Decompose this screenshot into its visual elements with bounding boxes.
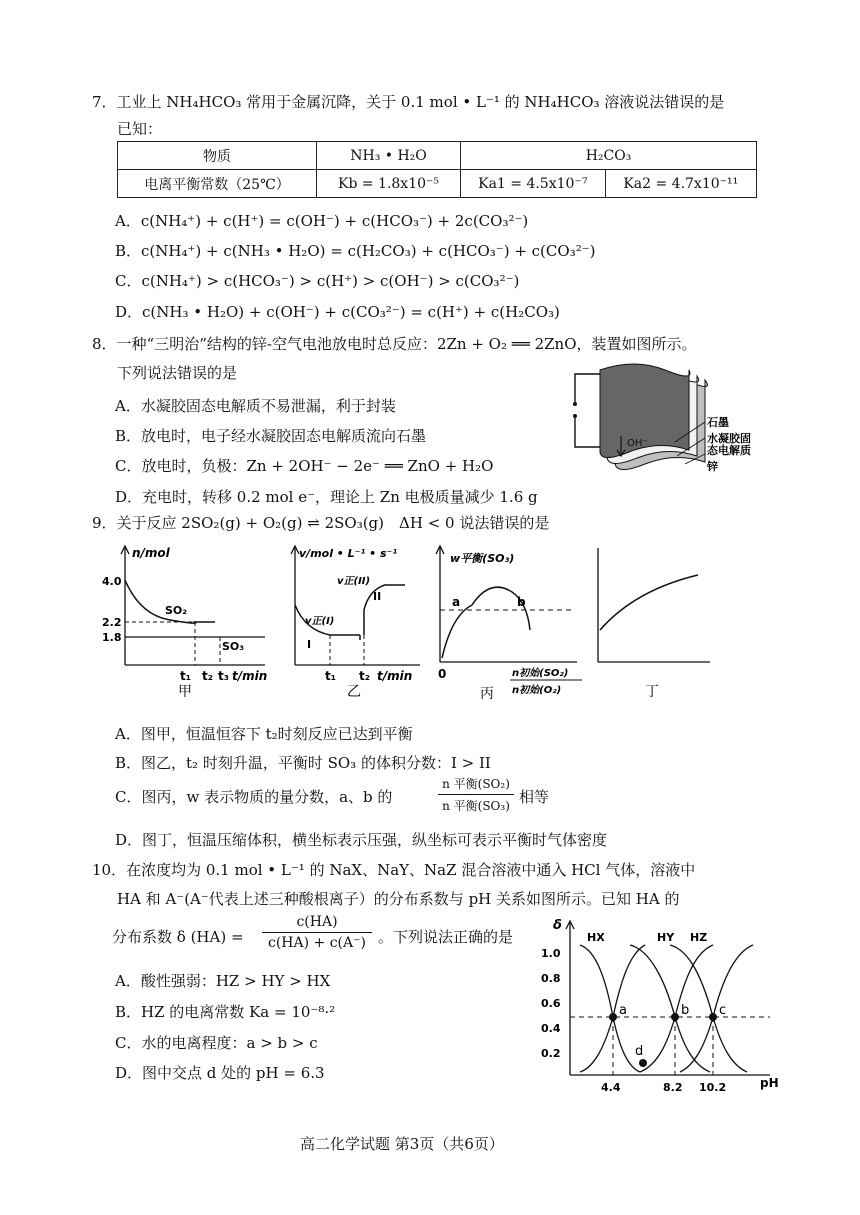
- fig10-xtick-2: 8.2: [663, 1081, 683, 1094]
- yi-xlabel: t/min: [377, 669, 413, 683]
- jia-xtick-1: t₁: [180, 669, 191, 683]
- fig10-xtick-1: 4.4: [601, 1081, 621, 1094]
- yi-caption: 乙: [347, 684, 361, 700]
- label-gel-2: 态电解质: [707, 444, 751, 457]
- label-gel-1: 水凝胶固: [707, 432, 751, 445]
- q9-fraction: [438, 775, 514, 814]
- page-footer: 高二化学试题 第3页（共6页）: [300, 1135, 504, 1153]
- fig10-curve-hz: HZ: [690, 931, 708, 944]
- bing-xnum: n初始(SO₂): [512, 668, 569, 679]
- label-graphite: 石墨: [707, 416, 729, 429]
- graph-ding: [590, 540, 720, 700]
- graph-yi: [285, 540, 425, 700]
- fig10-xlabel: pH: [760, 1076, 779, 1090]
- bing-a-label: a: [452, 595, 461, 609]
- yi-I-label: I: [307, 638, 312, 651]
- q7-option-b: B．c(NH₄⁺) + c(NH₃ • H₂O) = c(H₂CO₃) + c(HCO₃⁻) + c(CO₃²⁻): [115, 242, 596, 260]
- q10-option-d: D．图中交点 d 处的 pH = 6.3: [115, 1064, 325, 1082]
- table-header-nh3: NH₃ • H₂O: [317, 142, 461, 170]
- jia-xtick-3: t₃: [218, 669, 229, 683]
- distribution-figure: [535, 915, 795, 1100]
- fig10-ytick-4: 0.4: [541, 1022, 561, 1035]
- label-oh: OH⁻: [627, 438, 648, 449]
- jia-ytick-1: 4.0: [102, 575, 122, 588]
- q8-option-b: B．放电时，电子经水凝胶固态电解质流向石墨: [115, 427, 427, 445]
- bing-ylabel: w平衡(SO₃): [450, 552, 515, 565]
- fig10-point-a: a: [619, 1003, 627, 1018]
- bing-xden: n初始(O₂): [512, 685, 562, 696]
- bing-b-label: b: [517, 595, 526, 609]
- q10-frac-num: c(HA): [296, 914, 338, 930]
- q10-stem-2: HA 和 A⁻(A⁻代表上述三种酸根离子）的分布系数与 pH 关系如图所示。已知 HA 的: [117, 890, 680, 908]
- yi-ylabel: v/mol • L⁻¹ • s⁻¹: [299, 547, 398, 560]
- q8-stem2: 下列说法错误的是: [117, 364, 238, 382]
- label-zn: 锌: [707, 460, 718, 473]
- fig10-curve-hx: HX: [587, 931, 605, 944]
- yi-xtick-2: t₂: [359, 669, 370, 683]
- yi-xtick-1: t₁: [325, 669, 336, 683]
- jia-xtick-2: t₂: [202, 669, 213, 683]
- table-header-h2co3: H₂CO₃: [461, 142, 757, 170]
- q10-frac-den: c(HA) + c(A⁻): [268, 935, 366, 951]
- q8-stem: 8．一种“三明治”结构的锌-空气电池放电时总反应：2Zn + O₂ ══ 2ZnO，装置如图所示。: [92, 335, 697, 353]
- yi-v2-label: v正(II): [337, 576, 371, 587]
- jia-so3-label: SO₃: [222, 640, 245, 653]
- graph-bing: [432, 540, 582, 705]
- yi-v1-label: v正(I): [305, 616, 335, 627]
- bing-origin: 0: [438, 667, 447, 681]
- fig10-ytick-3: 0.6: [541, 997, 561, 1010]
- q8-option-a: A．水凝胶固态电解质不易泄漏，利于封装: [115, 397, 396, 415]
- table-header-substance: 物质: [118, 142, 317, 170]
- jia-xlabel: t/min: [232, 669, 268, 683]
- q8-option-c: C．放电时，负极：Zn + 2OH⁻ − 2e⁻ ══ ZnO + H₂O: [115, 457, 494, 475]
- q9-option-c-tail: 相等: [519, 788, 550, 806]
- fig10-xtick-3: 10.2: [699, 1081, 727, 1094]
- battery-figure: [565, 362, 765, 477]
- ding-caption: 丁: [645, 684, 659, 700]
- q9-option-b: B．图乙，t₂ 时刻升温，平衡时 SO₃ 的体积分数：I > II: [115, 754, 491, 772]
- jia-ytick-2: 2.2: [102, 616, 122, 629]
- constants-table: [117, 141, 757, 198]
- jia-caption: 甲: [178, 684, 192, 700]
- fig10-ylabel: δ: [553, 918, 562, 933]
- q10-option-c: C．水的电离程度：a > b > c: [115, 1034, 318, 1052]
- fig10-curve-hy: HY: [657, 931, 675, 944]
- fig10-ytick-2: 0.8: [541, 972, 561, 985]
- table-cell-kb: Kb = 1.8x10⁻⁵: [317, 170, 461, 198]
- q10-option-b: B．HZ 的电离常数 Ka = 10⁻⁸·²: [115, 1003, 336, 1021]
- fig10-point-c: c: [719, 1003, 727, 1018]
- bing-caption: 丙: [480, 686, 494, 702]
- q10-option-a: A．酸性强弱：HZ > HY > HX: [115, 972, 331, 990]
- graph-jia: [100, 540, 270, 700]
- q9-option-d: D．图丁，恒温压缩体积，横坐标表示压强，纵坐标可表示平衡时气体密度: [115, 831, 608, 849]
- q10-fraction: [262, 914, 372, 951]
- table-cell-ka1: Ka1 = 4.5x10⁻⁷: [461, 170, 606, 198]
- q7-option-a: A．c(NH₄⁺) + c(H⁺) = c(OH⁻) + c(HCO₃⁻) + 2c(CO₃²⁻): [115, 212, 529, 230]
- q9-stem: 9．关于反应 2SO₂(g) + O₂(g) ⇌ 2SO₃(g) ΔH < 0 说法错误的是: [92, 514, 550, 532]
- q9-frac-den: n 平衡(SO₃): [442, 799, 510, 813]
- fig10-point-d: d: [635, 1044, 644, 1059]
- yi-II-label: II: [373, 590, 382, 603]
- q7-option-d: D．c(NH₃ • H₂O) + c(OH⁻) + c(CO₃²⁻) = c(H⁺) + c(H₂CO₃): [115, 303, 560, 321]
- q7-stem: 7．工业上 NH₄HCO₃ 常用于金属沉降，关于 0.1 mol • L⁻¹ 的 NH₄HCO₃ 溶液说法错误的是: [92, 93, 725, 111]
- table-cell-ka2: Ka2 = 4.7x10⁻¹¹: [605, 170, 756, 198]
- jia-ytick-3: 1.8: [102, 631, 122, 644]
- fig10-ytick-1: 1.0: [541, 947, 561, 960]
- q10-stem-3b: 。下列说法正确的是: [378, 928, 514, 946]
- q8-option-d: D．充电时，转移 0.2 mol e⁻，理论上 Zn 电极质量减少 1.6 g: [115, 488, 538, 506]
- jia-so2-label: SO₂: [165, 604, 188, 617]
- fig10-ytick-5: 0.2: [541, 1047, 561, 1060]
- jia-ylabel: n/mol: [132, 546, 170, 560]
- table-row-label: 电离平衡常数（25℃）: [118, 170, 317, 198]
- q9-frac-num: n 平衡(SO₂): [442, 777, 510, 791]
- q9-option-a: A．图甲，恒温恒容下 t₂时刻反应已达到平衡: [115, 725, 413, 743]
- q10-stem-3a: 分布系数 δ (HA) =: [112, 928, 244, 946]
- q7-option-c: C．c(NH₄⁺) > c(HCO₃⁻) > c(H⁺) > c(OH⁻) > c(CO₃²⁻): [115, 272, 520, 290]
- q7-known: 已知：: [117, 120, 163, 138]
- fig10-point-b: b: [681, 1003, 690, 1018]
- q9-option-c: C．图丙，w 表示物质的量分数，a、b 的: [115, 788, 393, 806]
- q10-stem-1: 10．在浓度均为 0.1 mol • L⁻¹ 的 NaX、NaY、NaZ 混合溶液中通入 HCl 气体，溶液中: [92, 861, 696, 879]
